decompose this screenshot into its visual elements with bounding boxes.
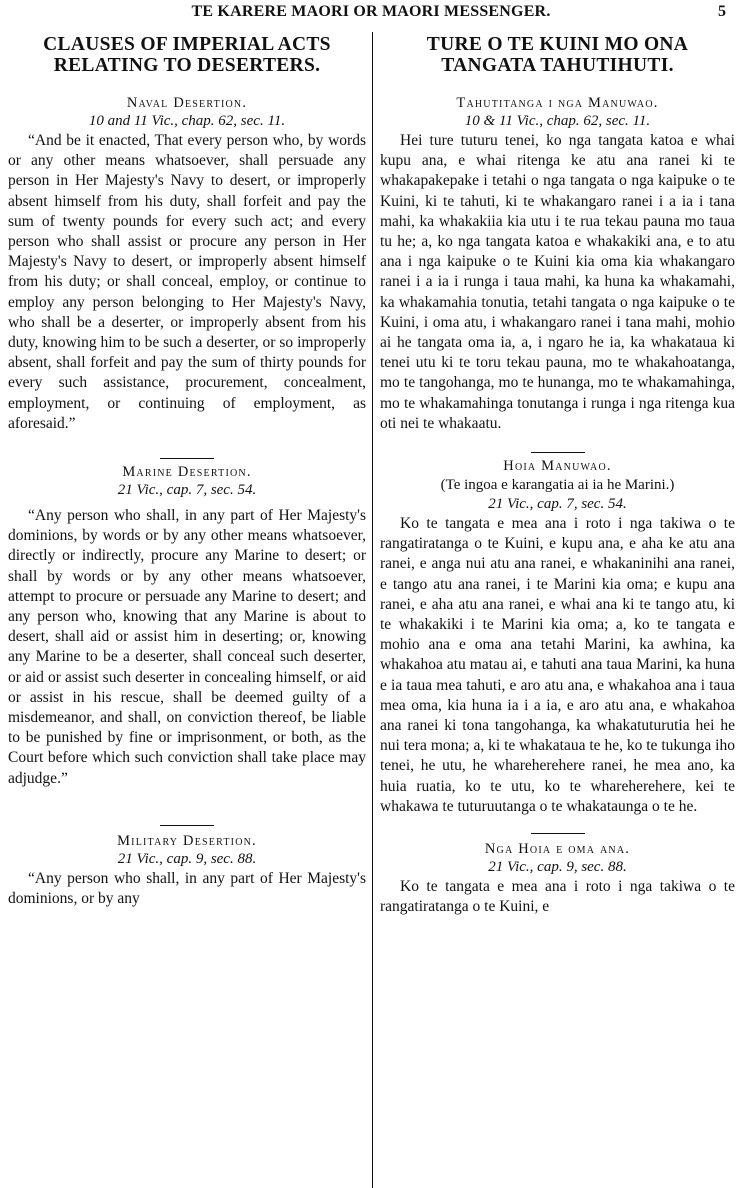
naval-desertion-section <box>8 94 366 434</box>
section-title: Military Desertion. <box>117 832 257 849</box>
maori-main-heading <box>380 34 735 82</box>
section-body: “Any person who shall, in any part of Her Majesty's dominions, or by any <box>8 869 366 908</box>
maori-column <box>380 34 735 918</box>
section-body: “Any person who shall, in any part of Her Majesty's dominions, by words or by any other means whatsoever, directly or indirectly, procure any Marine to desert; or shall by words or by any other means whatsoever, attempt to procure or persuade any Marine to desert; and any person who, knowing that any Marine is about to desert, shall aid or assist him in deserting; or, knowing any Marine to be a deserter, shall conceal such deserter, or aid or assist such deserter in concealing himself, or aid or assist in his rescue, shall be deemed guilty of a misdemeanor, and shall, on conviction thereof, be liable to be punished by fine or imprisonment, or both, as the Court before which such conviction shall take place may adjudge.” <box>8 507 366 787</box>
section-citation: 21 Vic., cap. 9, sec. 88. <box>488 859 627 876</box>
section-citation: 10 & 11 Vic., chap. 62, sec. 11. <box>464 113 651 129</box>
page-number: 5 <box>718 3 726 20</box>
marine-desertion-section <box>8 463 366 789</box>
english-heading-line-2: RELATING TO DESERTERS. <box>53 55 321 76</box>
maori-heading-line-1: TURE O TE KUINI MO ONA <box>426 34 689 55</box>
section-title: Hoia Manuwao. <box>503 458 612 475</box>
english-heading-line-1: CLAUSES OF IMPERIAL ACTS <box>43 34 331 55</box>
column-divider <box>372 32 373 1188</box>
section-body: Ko te tangata e mea ana i roto i nga takiwa o te rangatiratanga o te Kuini, e kupu ana, e aha ke atu ana ranei, e anga nui atu ana ranei, e whakaninihi ana ranei, e tango atu ana ranei, i te Marini kia oma; e kupu ana ranei, e aha atu ana ranei, e whai ana ki te tango atu, ki te whakakiki i te Marini kia oma; a, ko te tangata e mohio ana e oma ana tetahi Marini, ka awhina, ka whakahoa atu matau ai, e tahuti ana taua Marini, ka huna e ia taua mea tahuti, e aro atu ana, e whakahoa ana i taua mea oma, kia huna ia i a ia, e aro atu ana, e whakahoa ana ranei ki tona tangohanga, ka whakatuturutia hei he nui tera mona; a, ki te whakataua te he, ko te tukunga iho tenei, he utu, he whareherehere ranei, he mea ano, ka huia ruatia, ko te utu, ko te whareherehere, kei te whakawa te tuturuutanga o te whakataunga o te he. <box>380 515 735 815</box>
section-body: Ko te tangata e mea ana i roto i nga takiwa o te rangatiratanga o te Kuini, e <box>380 878 735 916</box>
hoia-manuwao-section <box>380 457 735 817</box>
section-body: Hei ture tuturu tenei, ko nga tangata katoa e whai kupu ana, e whai ritenga ke atu ana ranei ki te whakapakepake i tetahi o nga tangata o nga kaipuke o te Kuini, ki te tahuti, ki te whakangaro ranei i a ia i tana mahi, ka whakakiia kia utu i te rua tekau pauna mo taua tu he; a, ko nga tangata katoa e whakakiki ana, e to atu ana i nga kaipuke o te Kuini kia oma kia whakangaro ranei i a ia i runga i taua mahi, ka huna ka whakamahi, ka whakamahia tonutia, tetahi tangata o nga kaipuke o te Kuini, i oma atu, i whakangaro ranei i tana mahi, mohio ai he tangata oma ia, a, i ngaro he ia, ka whakataua ki tenei utu ki te toru tekau pauna, mo te whakahoatanga, mo te tangohanga, mo te hunanga, mo te whakamahinga, mo te whakamahinga tonutanga i runga i nga ritenga kua oti nei te whakaatu. <box>380 132 735 432</box>
military-desertion-section <box>8 832 366 909</box>
section-citation: 21 Vic., cap. 9, sec. 88. <box>117 850 257 867</box>
tahutitanga-section <box>380 94 735 434</box>
section-title: Tahutitanga i nga Manuwao. <box>456 95 659 111</box>
running-title: TE KARERE MAORI OR MAORI MESSENGER. <box>191 3 551 20</box>
section-title: Marine Desertion. <box>122 464 252 481</box>
english-column <box>8 34 366 909</box>
section-subtitle: (Te ingoa e karangatia ai ia he Marini.) <box>440 477 675 494</box>
section-body: “And be it enacted, That every person who, by words or any other means whatsoever, shall persuade any person in Her Majesty's Navy to desert, or improperly absent himself from his duty, shall forfeit and pay the sum of twenty pounds for every such act; and every person who shall assist or procure any person in Her Majesty's Navy to desert, or improperly absent himself from his duty; or shall conceal, employ, or continue to employ any person belonging to Her Majesty's Navy, who shall be a deserter, or improperly absent from his duty, knowing him to be such a deserter, or so improperly absent, shall forfeit and pay the sum of thirty pounds for every such assistance, procurement, concealment, employment, or continuing of employment, as aforesaid.” <box>8 132 366 432</box>
section-citation: 21 Vic., cap. 7, sec. 54. <box>117 482 257 499</box>
running-head <box>0 3 742 25</box>
section-citation: 21 Vic., cap. 7, sec. 54. <box>488 496 627 513</box>
section-title: Naval Desertion. <box>126 95 248 111</box>
maori-heading-line-2: TANGATA TAHUTIHUTI. <box>441 55 674 76</box>
section-citation: 10 and 11 Vic., chap. 62, sec. 11. <box>88 113 286 129</box>
english-main-heading <box>8 34 366 82</box>
nga-hoia-section <box>380 840 735 917</box>
section-title: Nga Hoia e oma ana. <box>484 841 631 858</box>
